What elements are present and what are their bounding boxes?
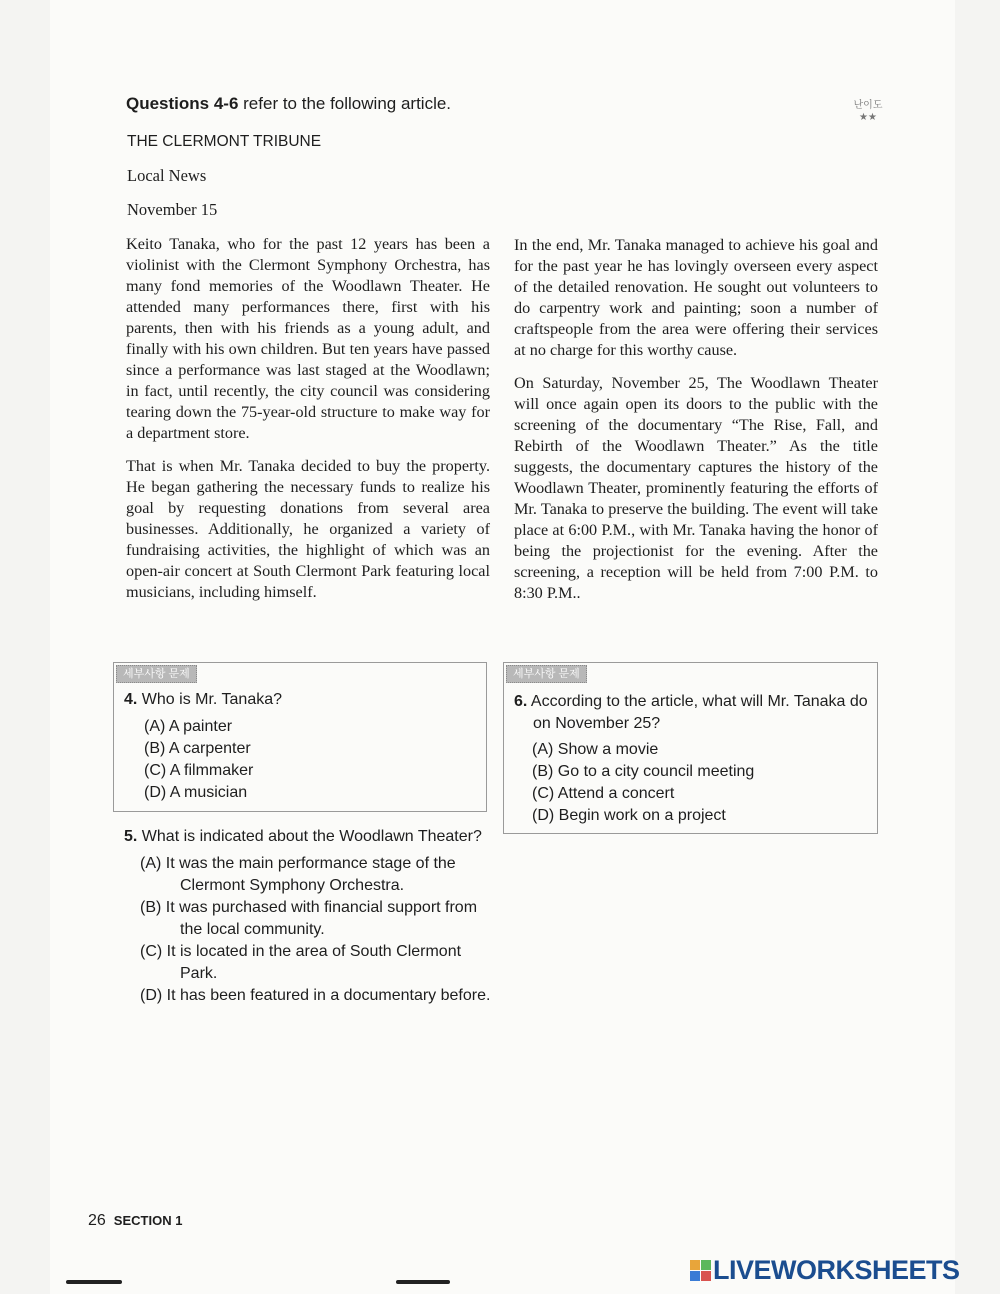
page-footer [88, 1212, 182, 1230]
answer-option[interactable]: (D) A musician [144, 784, 248, 801]
answer-option[interactable]: (B) It was purchased with financial support from the local community. [140, 899, 478, 938]
answer-option[interactable]: (A) A painter [144, 718, 233, 735]
questions-range: Questions 4-6 [126, 94, 239, 113]
logo-grid-icon [690, 1260, 711, 1281]
scan-smudge [396, 1280, 450, 1284]
difficulty-indicator [848, 100, 888, 124]
questions-intro [126, 94, 451, 114]
news-section: Local News [127, 166, 207, 185]
question-type-tag: 세부사항 문제 [506, 665, 587, 683]
answer-option[interactable]: (D) It has been featured in a documentary before. [140, 987, 491, 1004]
answer-option[interactable]: (B) Go to a city council meeting [532, 763, 755, 780]
difficulty-stars: ★★ [859, 112, 877, 123]
question-6-options [532, 739, 754, 827]
article-column-left [126, 234, 490, 615]
scan-smudge [66, 1280, 122, 1284]
question-5 [124, 826, 494, 1007]
article-paragraph: In the end, Mr. Tanaka managed to achieve his goal and for the past year he has lovingly overseen every aspect of the detailed renovation. He sought out volunteers to do carpentry work and painting; soon a number of craftspeople from the area were offering their services at no charge for this worthy cause. [514, 236, 878, 359]
article-column-right [514, 235, 878, 616]
question-5-stem: 5. What is indicated about the Woodlawn Theater? [124, 828, 482, 845]
question-4-stem: 4. Who is Mr. Tanaka? [124, 691, 283, 708]
article-paragraph: Keito Tanaka, who for the past 12 years has been a violinist with the Clermont Symphony Orchestra, has many fond memories of the Woodlawn Theater. He attended many performances there, first with his parents, then with his friends as a young adult, and finally with his own children. But ten years have passed since a performance was last staged at the Woodlawn; in fact, until recently, the city council was considering tearing down the 75-year-old structure to make way for a department store. [126, 235, 490, 442]
answer-option[interactable]: (A) It was the main performance stage of the Clermont Symphony Orchestra. [140, 855, 456, 894]
question-type-tag: 세부사항 문제 [116, 665, 197, 683]
question-4-options [144, 716, 253, 804]
page-background [50, 0, 955, 1294]
page-number: 26 [88, 1212, 106, 1229]
answer-option[interactable]: (C) Attend a concert [532, 785, 675, 802]
answer-option[interactable]: (A) Show a movie [532, 741, 659, 758]
difficulty-label: 난이도 [853, 100, 883, 111]
question-6-stem: 6. According to the article, what will Mr. Tanaka do on November 25? [514, 693, 868, 732]
article-date: November 15 [127, 200, 218, 219]
brand-name: LIVEWORKSHEETS [713, 1254, 960, 1285]
section-label: SECTION 1 [113, 1213, 183, 1228]
liveworksheets-logo[interactable] [690, 1255, 960, 1285]
answer-option[interactable]: (D) Begin work on a project [532, 807, 726, 824]
intro-text: refer to the following article. [238, 94, 452, 113]
answer-option[interactable]: (C) A filmmaker [144, 762, 254, 779]
question-6-box [503, 662, 878, 834]
article-paragraph: That is when Mr. Tanaka decided to buy the property. He began gathering the necessary funds to realize his goal by requesting donations from several area businesses. Additionally, he organized a variety of fundraising activities, the highlight of which was an open-air concert at South Clermont Park featuring local musicians, including himself. [126, 457, 490, 601]
article-paragraph: On Saturday, November 25, The Woodlawn Theater will once again open its doors to the public with the screening of the documentary “The Rise, Fall, and Rebirth of the Woodlawn Theater.” As the title suggests, the documentary captures the history of the Woodlawn Theater, prominently featuring the efforts of Mr. Tanaka to preserve the building. The event will take place at 6:00 P.M., with Mr. Tanaka having the honor of being the projectionist for the evening. After the screening, a reception will be held from 7:00 P.M. to 8:30 P.M.. [514, 374, 878, 602]
question-5-options [140, 853, 494, 1007]
question-4-box [113, 662, 487, 812]
answer-option[interactable]: (B) A carpenter [144, 740, 251, 757]
newspaper-title: THE CLERMONT TRIBUNE [127, 133, 322, 150]
answer-option[interactable]: (C) It is located in the area of South Clermont Park. [140, 943, 462, 982]
